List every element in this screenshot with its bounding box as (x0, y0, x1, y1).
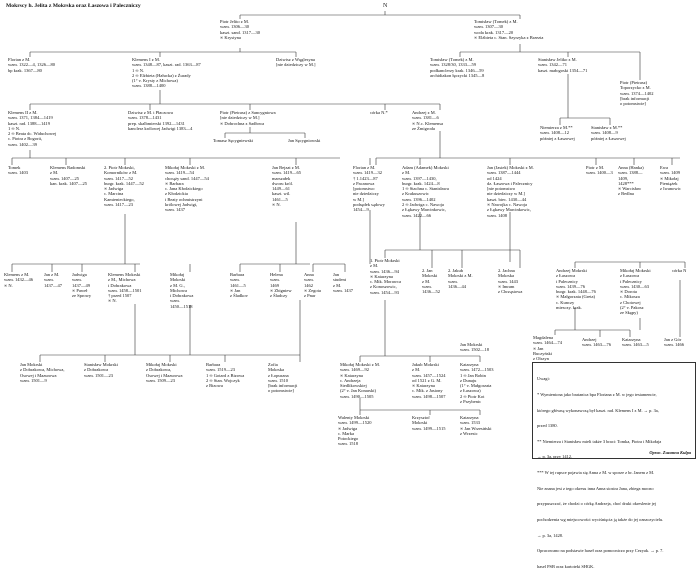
person-node: Katarzyna wzm. 1533 ∞ Jan Wrzesiński z Wrzesic (460, 415, 492, 436)
person-node: Barbara wzm. 1461—5 ∞ Jan z Śladkov (230, 272, 248, 299)
person-node: Niemierza z M.** wzm. 1408—12 później z Łaszowej (540, 125, 575, 141)
person-node: Jan Mokrski wzm. 1502—18 (460, 342, 489, 353)
person-node: Helena wzm. 1469 ∞ Zbigniew z Śladczy (270, 272, 292, 299)
person-node: 1. Piotr Mokrski z M. wzm. 1436—94 ∞ Katarzyna c. Mik. Morawca z Konoszowic, wzm. 1454—93 (370, 258, 401, 295)
person-node: Jakub Mokrski z M. wzm. 1457—1524 od 1521 z G. M. ∞ Katarzyna c. Mik. z Jasiony wzm. 1498—1507 (412, 362, 446, 399)
notes-heading: Uwagi: (537, 376, 550, 382)
person-node: Florian z M. wzm. 1322—4, 1326—80 bp krak. 1367—80 (8, 57, 55, 73)
person-node: Walenty Mokrski wzm. 1499—1520 ∞ Jadwiga c. Marka Potockiego wzm. 1518 (338, 415, 372, 447)
note-line: Nie znana jest z tego okresu inna Anna siostra Jana, zbiega mocno (537, 485, 654, 491)
person-node: Katarzyna wzm. 1472—1503 1 ∞ Jan Bobin z Dunaju (1° v. Małgorzata z Łaszowa) 2 ∞ Piotr Kot z Przybenic (460, 362, 494, 405)
person-node: 2. Jakub Mokrski z M. wzm. 1436—44 (448, 268, 473, 289)
person-node: Stanisław Mokrski z Dobrakowa wzm. 1501—23 (84, 362, 118, 378)
person-node: Tomisław (Tomek) z M. wzm. 1328/30, 1333—59 podkanclerzy krak. 1346—59 archidiakon łęczycki 1345—8 (430, 57, 485, 78)
person-node: Tomisław (Tomek) z M. wzm. 1307—30 woda krak. 1317—20 ∞ Elżbieta c. Stan. Szyrzyka z Brzezia (474, 19, 544, 40)
person-node: Katarzyna wzm. 1463—5 (622, 337, 649, 348)
person-node: Barbara wzm. 1519—23 1 ∞ Gotard z Bizowa 2 ∞ Stan. Wojczyk z Bizowa (206, 362, 245, 389)
person-node: Dziwisz z M. i Płaczowa wzm. 1378—1431 prep. skalbmierski 1392—1431 kanclerz królowej Jadwigi 1383—4 (128, 110, 193, 131)
person-node: Andrzej z M. wzm. 1381—6 ∞ N.c. Klemensa ze Żmigroda (412, 110, 443, 131)
note-line: którego główną wykonawczą był kaszt. rad. Klemens I z M. → p. 3a, (537, 407, 659, 413)
person-node: Magdalena wzm. 1464—74 ∞ Jan Buczyński z Olszyn (533, 335, 562, 362)
person-node: 2. Jan Mokrski z M. wzm. 1436—52 (422, 268, 440, 295)
note-line: *** W tej rupsce pojawia się Anna z M. w sporze z br. Janem z M. (537, 470, 655, 476)
person-node: Jan student z M. wzm. 1437 (333, 272, 353, 293)
person-node: Mikołaj Mokrski z M. wzm. 1419—54 chorąży sand. 1447—54 ∞ Barbara c. Jana Kłodzickiego z Kłodzickia i Beaty ochmistrzyni królowej Jadwigi, wzm. 1437 (165, 165, 209, 213)
person-node: Zofia Mokrska z Łopuszna wzm. 1510 [brak informacji o potomstwie] (268, 362, 298, 394)
person-node: Mikołaj Mokrski z M. G., Michowa i Dobrakowa wzm. 1450—1518 (170, 272, 194, 309)
note-line: przed 1380. (537, 423, 558, 429)
person-node: Jan (Jasiek) Mokrski z M. wzm. 1387—1444 od 1424 dz. Łaszowa i Palecznicy [nie potomstwo nie dziedziczy w M.] kaszt. biec. 1430—44 ∞ Nawojka c. Nawoja z Łękawy Marcinkowic, wzm. 1408 (487, 165, 534, 218)
person-node: Dziwisz z Węglesyna [nie dziedziczy w M.] (276, 57, 316, 68)
person-node: Andrzej wzm. 1463—76 (582, 337, 611, 348)
person-node: Ewa wzm. 1409 ∞ Mikołaj Pieniążek z Iwanowic (660, 165, 681, 192)
note-line: → p. 3a, przy 1412. (537, 454, 572, 460)
person-node: Klemens z M. wzm. 1432—46 ∞ N. (4, 272, 33, 288)
person-node: Anna wzm. 1462 ∞ Zegota z Pnar (304, 272, 321, 299)
person-node: Andrzej Mokrski z Łaszowa i Palecznicy wzm. 1439—76 burgr. krak. 1448—76 ∞ Małgorzata (Greta) c. Kunczy miesczy. krak. (556, 268, 596, 311)
person-node: Klemens I z M. wzm. 1348—87, kaszt. rad. 1363—87 1 ∞ N. 2 ∞ Elżbieta (Hałucka) z Żurady (1° v. Krysty z Michowa) wzm. 1388—1400 (132, 57, 201, 89)
notes-box (532, 362, 696, 569)
person-node: Jan Bejzat z M. wzm. 1419—65 marszałek dworu król. 1449—61 kaszt. wil. 1461—5 ∞ N. (272, 165, 301, 208)
person-node: Tomasz Sęcygniewski (213, 138, 254, 143)
person-node: Tomek wzm. 1403 (8, 165, 28, 176)
author-signature: Oprac. Zuzanna Kulpa (649, 449, 691, 455)
root-node: N (383, 3, 388, 9)
person-node: Piotr z M. wzm. 1400—3 (586, 165, 613, 176)
person-node: Mikołaj Mokrski z Łaszowa i Palecznicy wzm. 1430—63 ∞ Dorota c. Mikosza z Chotowej (2° v. Pakosz ze Skępy) (620, 268, 651, 316)
person-node: 2. Jachna Mokrska wzm. 1443 ∞ Imram z Chrząstowa (498, 268, 523, 295)
person-node: Piotr Jelito z M. wzm. 1306—30 kaszt. sand. 1317—30 ∞ Krystyna (220, 19, 260, 40)
person-node: Jadwiga wzm. 1437—49 ∞ Paweł ze Sprowy (72, 272, 92, 299)
person-node: Klemens Radomski z M. wzm. 1407—25 kan. krak. 1407—25 (50, 165, 87, 186)
person-node: Florian z M. wzm. 1419—32 † 1.1423—87 z Pacanowa [potomstwo nie dziedziczy w M.] podsędek sądowy 1454—9 (353, 165, 385, 213)
person-node: Mikołaj Mokrski z Dobrakowa, Osowej i Mazurowa wzm. 1509—23 (146, 362, 183, 383)
person-node: Jan z M. wzm. 1437—47 (44, 272, 62, 288)
person-node: Mikołaj Mokrski z M. wzm. 1469—92 ∞ Katarzyna c. Andrzeja Siedlikowskiej (2° v. Jan Konarski) wzm. 1490—1505 (340, 362, 380, 399)
person-node: Piotr (Pietrasz) Toporzycko z M. wzm. 1374—1402 [brak informacji o potomstwie] (620, 80, 654, 107)
person-node: Klemens Mokrski z M., Michowa i Dobrakowa wzm. 1458—1501 † przed 1507 ∞ N. (108, 272, 142, 304)
person-node: Piotr (Pietrasz) z Sancygniowa [nie dziedziczy w M.] ∞ Dobrochna z Sadłowa (220, 110, 276, 126)
diagram-title: Mokrscy h. Jelita z Mokrska oraz Łaszowa i Paleczniczy (6, 3, 141, 9)
note-line: → p. 3a, 1428. (537, 532, 564, 538)
person-node: Stanisław Jeliko z M. wzm. 1342—71 kaszt. małogoski 1354—71 (538, 57, 588, 73)
note-line: przypuszczać, że chodzi o córkę Andrzeja, choć druki okreslenie jej (537, 501, 657, 507)
note-line: Opracowano na podstawie haseł oraz pomocniczo przy Cezyak. → p. 7. (537, 548, 664, 554)
person-node: córka N (672, 268, 687, 273)
note-line: * Wymieniona jako bratanica bpa Floriana z M. w jego testamencie, (537, 392, 657, 398)
person-node: Klemens II z M. wzm. 1371, 1384—1419 kaszt. rad. 1388—1419 1 ∞ N. 2 ∞ Beata dc. Widuchowej c. Piotra z Bogorii, wzm. 1402—39 (8, 110, 57, 147)
note-line: pochodzenia wg miejscowości wyciśnięcia ją także do jej oznaczycielu. (537, 516, 664, 522)
person-node: Stanisław z M.** wzm. 1408—9 później z Łaszowej (591, 125, 626, 141)
person-node: Jan z Gór wzm. 1466 (664, 337, 684, 348)
person-node: Anna (Hanka) wzm. 1388— 1409, 1428*** ∞ Warcisław z Bedlna (618, 165, 644, 197)
person-node: córka N.* (370, 110, 388, 115)
person-node: Jan Mokrski z Dobrakowa, Michowa, Osowej i Mazurowa wzm. 1501—9 (20, 362, 65, 383)
person-node: 2. Piotr Mokrski, Komorników z M. wzm. 1417—52 burgr. krak. 1447—52 ∞ Jadwiga c. Marcina Kamienieckiego, wzm. 1417—23 (104, 165, 144, 208)
note-line: hasel PSB oraz kartoteki SHGK. (537, 563, 595, 569)
note-line: ** Niemierza i Stanisław mieli także 3 braci: Tomka, Piotra i Mikołaja (537, 438, 662, 444)
person-node: Adam (Adamek) Mokrski z M. wzm. 1397—1430, burgr. krak. 1424—8 1 ∞ Stachna c. Stanisława z Krakuszowic wzm. 1396—1402 2 ∞ Jadwiga c. Nawoja z Łękawy Marcinkowic, wzm. 1422—66 (402, 165, 449, 218)
person-node: Krzysztof Mokrski wzm. 1499—1515 (412, 415, 446, 431)
person-node: Jan Sęcygniowski (288, 138, 321, 143)
